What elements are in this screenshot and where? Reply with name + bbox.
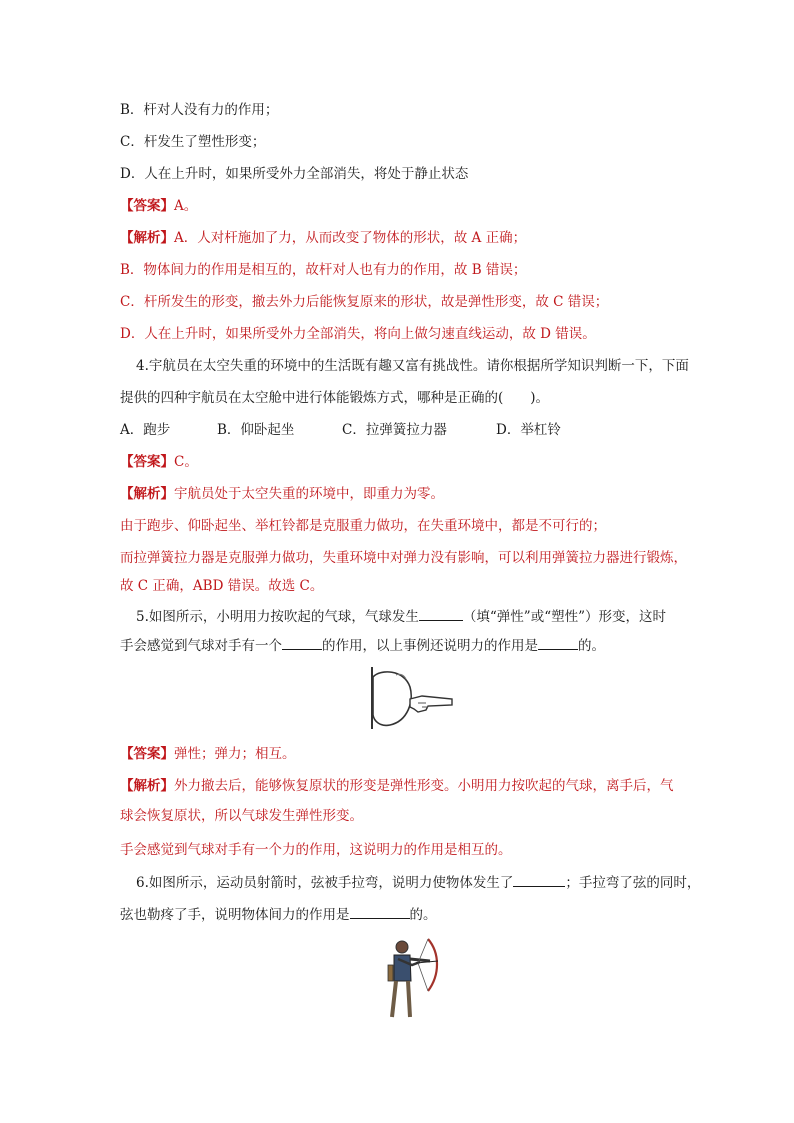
balloon-press-figure [366,665,458,731]
option-c-line: C．杆发生了塑性形变； [120,134,266,150]
fill-blank [350,904,410,919]
option-d: D．举杠铃 [496,422,561,438]
explanation-text: A．人对杆施加了力，从而改变了物体的形状，故 A 正确； [174,230,527,246]
fill-blank [513,872,565,887]
question-text: 的作用，以上事例还说明力的作用是 [322,638,538,654]
question-text: 5.如图所示，小明用力按吹起的气球，气球发生 [136,609,419,625]
explanation-text: 宇航员处于太空失重的环境中，即重力为零。 [174,486,444,502]
balloon-shape [373,672,411,726]
answer-tag: 【答案】 [120,198,174,214]
explanation-text: 外力撤去后，能够恢复原状的形变是弹性形变。小明用力按吹起的气球，离手后，气 [174,778,674,794]
option-b: B．仰卧起坐 [217,422,295,438]
answer-line-q4 [120,452,198,472]
explanation-d: D．人在上升时，如果所受外力全部消失，将向上做匀速直线运动，故 D 错误。 [120,326,596,342]
question-6-line-1 [136,872,700,893]
explanation-tag: 【解析】 [120,778,174,794]
question-text: 弦也勒疼了手，说明物体间力的作用是 [120,907,350,923]
explanation-line-q5 [120,776,674,796]
option-d-line: D．人在上升时，如果所受外力全部消失，将处于静止状态 [120,166,469,182]
explanation-line: 球会恢复原状，所以气球发生弹性形变。 [120,808,363,824]
question-text: 手会感觉到气球对手有一个 [120,638,282,654]
explanation-line-q4 [120,484,444,504]
question-4-options [120,420,561,440]
archer-arm-front [410,959,430,961]
answer-text: C。 [174,454,198,470]
bow-string [418,939,428,991]
quiver [388,965,393,981]
answer-text: A。 [174,198,198,214]
question-text: 的。 [409,907,437,923]
fill-blank [419,606,463,621]
answer-text: 弹性；弹力；相互。 [174,746,296,762]
question-6-line-2 [120,904,437,925]
answer-line-q5 [120,744,296,764]
question-4-line-1: 4.宇航员在太空失重的环境中的生活既有趣又富有挑战性。请你根据所学知识判断一下，下面 [136,358,689,374]
explanation-line: 而拉弹簧拉力器是克服弹力做功，失重环境中对弹力没有影响，可以利用弹簧拉力器进行锻炼， [120,550,687,566]
option-b-line: B．杆对人没有力的作用； [120,102,279,118]
explanation-tag: 【解析】 [120,230,174,246]
question-text: ；手拉弯了弦的同时， [565,875,701,891]
explanation-line: 手会感觉到气球对手有一个力的作用，这说明力的作用是相互的。 [120,842,512,858]
explanation-tag: 【解析】 [120,486,174,502]
fill-blank [538,635,578,650]
answer-line-q3 [120,196,197,216]
answer-tag: 【答案】 [120,454,174,470]
bow [428,939,437,991]
explanation-line-q3 [120,228,526,248]
question-text: 的。 [578,638,605,654]
archer-head [396,941,408,953]
archer-legs [392,981,410,1017]
question-5-line-1 [136,606,666,627]
question-5-line-2 [120,635,605,656]
option-c: C．拉弹簧拉力器 [342,422,447,438]
option-a: A．跑步 [120,422,171,438]
hand-pressing [410,696,452,712]
question-text: （填“弹性”或“塑性”）形变，这时 [462,609,666,625]
fill-blank [282,635,322,650]
explanation-b: B．物体间力的作用是相互的，故杆对人也有力的作用，故 B 错误； [120,262,527,278]
question-text: 6.如图所示，运动员射箭时，弦被手拉弯，说明力使物体发生了 [136,875,514,891]
explanation-c: C．杆所发生的形变，撤去外力后能恢复原来的形状，故是弹性形变，故 C 错误； [120,294,609,310]
explanation-line: 由于跑步、仰卧起坐、举杠铃都是克服重力做功，在失重环境中，都是不可行的； [120,518,606,534]
answer-tag: 【答案】 [120,746,174,762]
archer-figure [380,935,442,1021]
question-4-line-2: 提供的四种宇航员在太空舱中进行体能锻炼方式，哪种是正确的( )。 [120,390,550,406]
explanation-line: 故 C 正确，ABD 错误。故选 C。 [120,578,324,594]
archer-torso [394,955,411,981]
